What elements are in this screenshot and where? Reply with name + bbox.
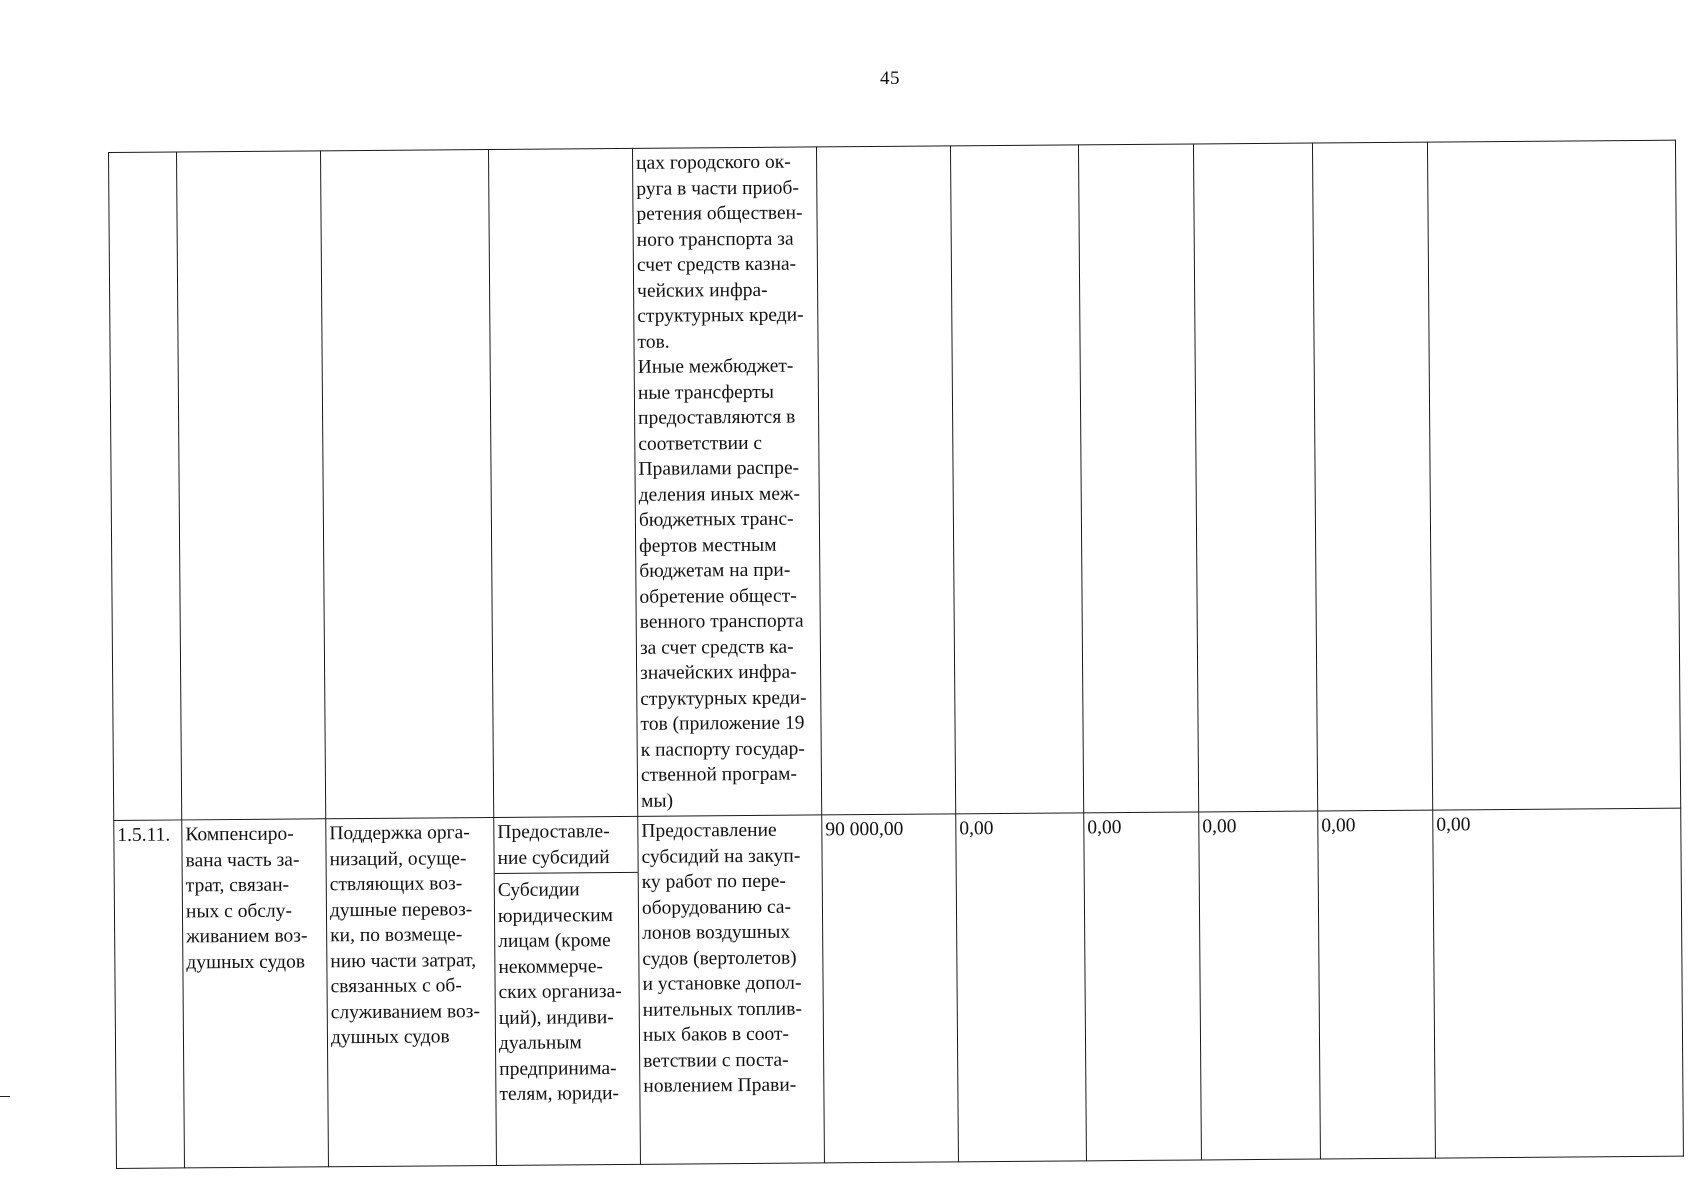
cell-result: Компенсиро- вана часть за- трат, связан- ных с обслу- живанием воз- душных судов xyxy=(182,819,329,1168)
cell-amount: 0,00 xyxy=(956,813,1087,1162)
cell-type-bottom: Субсидии юридическим лицам (кроме некоммерче- ских организа- ций), индиви- дуальным предпринима- телям, юриди- xyxy=(497,879,622,1105)
cell-number-empty xyxy=(109,152,182,821)
cell-row-number: 1.5.11. xyxy=(114,820,185,1169)
cell-result-empty xyxy=(177,151,326,820)
cell-measure: Поддержка орга- низаций, осуще- ствляющих воз- душные перевоз- ки, по возмеще- нию части затрат, связанных с об- служиванием воз- душных судов xyxy=(326,817,497,1166)
cell-amount-empty xyxy=(1193,143,1317,812)
cell-type xyxy=(494,816,641,1165)
margin-mark xyxy=(0,1096,10,1097)
cell-amount-empty xyxy=(1312,142,1432,811)
table-row-continued xyxy=(109,140,1681,820)
cell-amount: 0,00 xyxy=(1084,812,1202,1161)
cell-amount-empty xyxy=(950,145,1083,814)
cell-type-top: Предоставле- ние субсидий xyxy=(494,817,637,874)
page-number: 45 xyxy=(880,68,900,89)
cell-amount-empty xyxy=(816,146,955,815)
cell-mechanism: Предоставление субсидий на закуп- ку работ по пере- оборудованию са- лонов воздушных судов (вертолетов) и установке допол- нительных топлив- ных баков в соот- ветствии с поста- новлением Прави- xyxy=(638,815,825,1164)
cell-amount: 0,00 xyxy=(1318,810,1436,1159)
cell-mechanism-continued: цах городского ок- руга в части приоб- ретения обществен- ного транспорта за счет средств казна- чейских инфра- структурных креди- тов. Иные межбюджет- ные трансферты предоставляются в соответствии с Правилами распре- деления иных меж- бюджетных транс- фертов местным бюджетам на при- обретение общест- венного транспорта за счет средств ка- значейских инфра- структурных креди- тов (приложение 19 к паспорту государ- ственной програм- мы) xyxy=(632,147,821,816)
cell-type-empty xyxy=(488,148,637,817)
cell-amount: 90 000,00 xyxy=(822,814,959,1163)
cell-amount: 0,00 xyxy=(1199,811,1321,1160)
budget-table-sheet xyxy=(108,140,1683,1140)
cell-measure-empty xyxy=(320,150,493,819)
cell-amount: 0,00 xyxy=(1433,808,1684,1158)
table-row-1-5-11 xyxy=(114,808,1684,1168)
budget-table xyxy=(108,140,1684,1169)
cell-amount-empty xyxy=(1427,140,1680,810)
cell-amount-empty xyxy=(1078,144,1198,813)
